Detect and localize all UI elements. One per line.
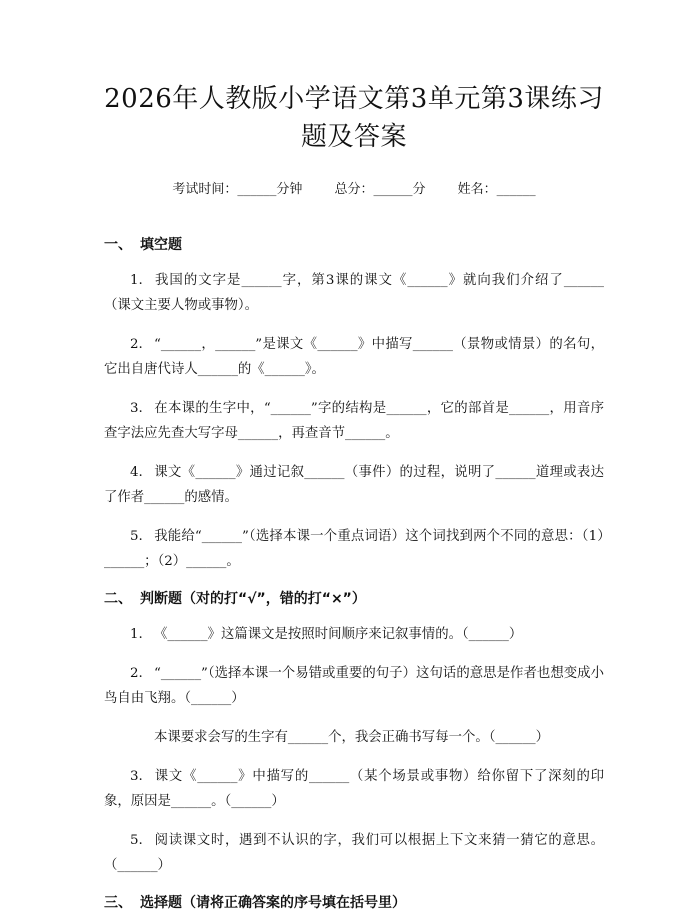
section-title: 填空题 <box>140 237 182 253</box>
section-heading <box>104 588 604 610</box>
question <box>104 661 604 711</box>
question <box>104 524 604 574</box>
question-number: 1. <box>130 627 143 642</box>
question-number: 1. <box>130 273 143 288</box>
question-number: 5. <box>130 833 143 848</box>
exam-time-field: 考试时间：______分钟 <box>172 182 303 197</box>
question-text: “______”（选择本课一个易错或重要的句子）这句话的意思是作者也想变成小鸟自由飞翔。（______） <box>104 666 604 706</box>
question-text: 《______》这篇课文是按照时间顺序来记叙事情的。（______） <box>154 627 523 642</box>
document-title: 2026年人教版小学语文第3单元第3课练习题及答案 <box>104 84 604 152</box>
question-number: 3. <box>130 401 143 416</box>
question <box>104 460 604 510</box>
question-number: 3. <box>130 769 143 784</box>
question-number: 2. <box>130 666 143 681</box>
exam-info <box>104 180 604 200</box>
question-text: 课文《______》通过记叙______（事件）的过程，说明了______道理或表达了作者______的感情。 <box>104 465 604 505</box>
section-heading <box>104 892 604 914</box>
question-text: 本课要求会写的生字有______个，我会正确书写每一个。（______） <box>154 730 550 745</box>
question-text: 课文《______》中描写的______（某个场景或事物）给你留下了深刻的印象，原因是______。（______） <box>104 769 604 809</box>
question-text: 阅读课文时，遇到不认识的字，我们可以根据上下文来猜一猜它的意思。（______） <box>104 833 604 873</box>
section-number: 一、 <box>104 237 132 253</box>
question-text: 我国的文字是______字，第3课的课文《______》就向我们介绍了______（课文主要人物或事物）。 <box>104 273 604 313</box>
section-title: 选择题（请将正确答案的序号填在括号里） <box>140 895 406 911</box>
question-number: 5. <box>130 529 143 544</box>
question-text: 我能给“______”（选择本课一个重点词语）这个词找到两个不同的意思：（1）______；（2）______。 <box>104 529 604 569</box>
question <box>104 396 604 446</box>
section-heading <box>104 234 604 256</box>
question-number: 4. <box>130 465 143 480</box>
section-number: 二、 <box>104 591 132 607</box>
question <box>104 268 604 318</box>
question-number: 2. <box>130 337 143 352</box>
section-title: 判断题（对的打“√”，错的打“×”） <box>140 591 366 607</box>
question <box>104 332 604 382</box>
question-text: 在本课的生字中，“______”字的结构是______，它的部首是______，用音序查字法应先查大写字母______，再查音节______。 <box>104 401 604 441</box>
question <box>104 622 604 647</box>
question-text: “______，______”是课文《______》中描写______（景物或情景）的名句，它出自唐代诗人______的《______》。 <box>104 337 604 377</box>
question <box>104 764 604 814</box>
question <box>104 828 604 878</box>
total-score-field: 总分：______分 <box>334 182 426 197</box>
question <box>104 725 604 750</box>
section-number: 三、 <box>104 895 132 911</box>
student-name-field: 姓名：______ <box>457 182 536 197</box>
